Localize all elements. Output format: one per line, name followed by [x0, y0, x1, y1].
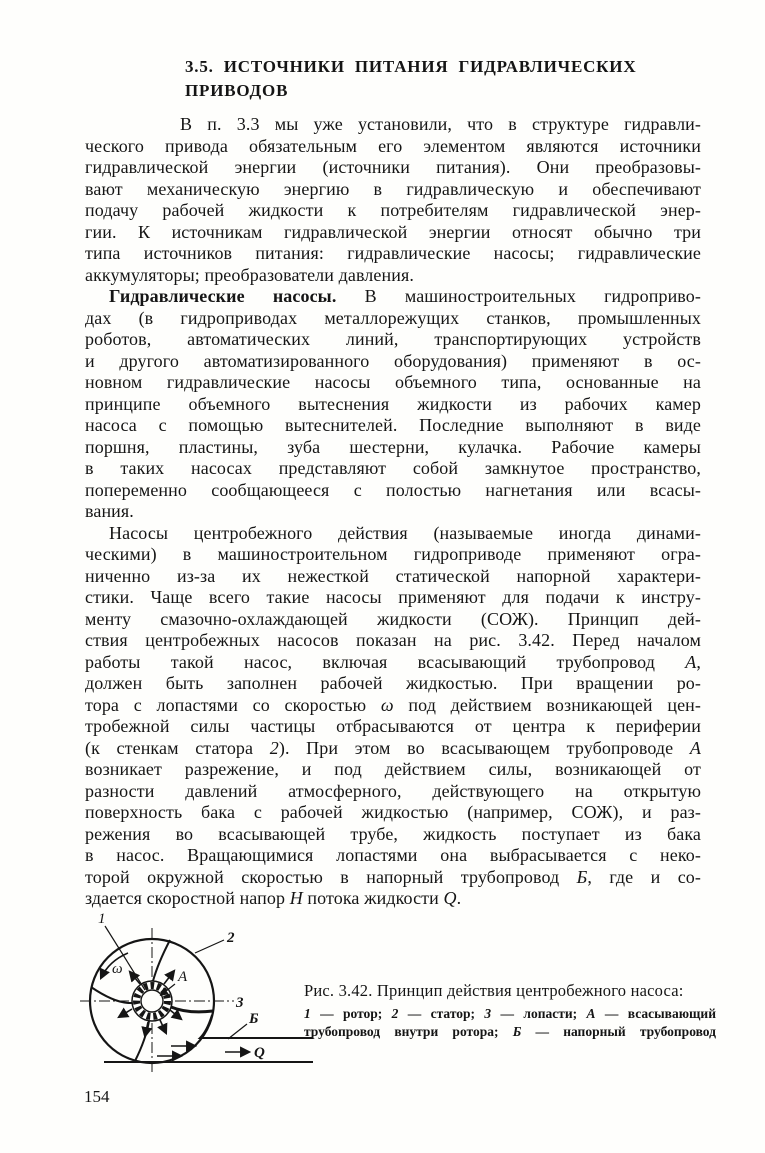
text-line: ческими) в машиностроительном гидроприводе применяют огра-	[85, 544, 701, 564]
paragraph	[85, 523, 701, 910]
text-line: торой окружной скоростью в напорный трубопровод Б, где и со-	[85, 866, 701, 887]
figure-label-stator: 2	[227, 930, 235, 946]
figure-caption-legend	[304, 1005, 716, 1041]
blade-icon	[171, 1007, 213, 1012]
text-line: должен быть заполнен рабочей жидкостью. При вращении ро-	[85, 673, 701, 693]
text-line: разности давлений атмосферного, действующего на открытую	[85, 780, 701, 801]
text-line: ческого привода обязательным его элементом являются источники	[85, 135, 701, 156]
radial-arrow-icon	[160, 1020, 166, 1033]
text-line: подачу рабочей жидкости к потребителям гидравлической энер-	[85, 200, 701, 220]
figure-caption-title: Рис. 3.42. Принцип действия центробежного насоса:	[304, 981, 684, 1000]
figure-caption-legend-line: 1 — ротор; 2 — статор; 3 — лопасти; А — всасывающий	[304, 1006, 716, 1021]
text-line: тробежной силы частицы отбрасываются от центра к периферии	[85, 716, 701, 736]
figure-centrifugal-pump-diagram	[78, 911, 315, 1091]
text-line: аккумуляторы; преобразователи давления.	[85, 264, 414, 285]
rotor-inner-icon	[141, 990, 163, 1012]
section-heading-line-1: 3.5. ИСТОЧНИКИ ПИТАНИЯ ГИДРАВЛИЧЕСКИХ	[185, 57, 637, 76]
text-line: и другого автоматизированного оборудования) применяют в ос-	[85, 350, 701, 371]
figure-label-rotor: 1	[98, 911, 106, 927]
leader-line-icon	[105, 926, 145, 990]
figure-caption	[304, 980, 716, 1041]
figure-label-inlet: А	[178, 969, 188, 985]
text-line: гидравлической энергии (источники питания). Они преобразовы-	[85, 157, 701, 177]
text-line: стики. Чаще всего такие насосы применяют для подачи к инстру-	[85, 587, 701, 607]
text-line: новном гидравлические насосы объемного типа, основанные на	[85, 372, 701, 392]
figure-caption-legend-line: трубопровод внутри ротора; Б — напорный трубопровод	[304, 1024, 716, 1039]
figure-label-omega: ω	[112, 961, 123, 977]
blade-icon	[153, 940, 170, 981]
text-line: режения во всасывающей трубе, жидкость поступает из бака	[85, 823, 701, 844]
text-line: попеременно сообщающееся с полостью нагнетания или всасы-	[85, 479, 701, 500]
text-line: ниченно из-за их нежесткой статической напорной характери-	[85, 565, 701, 586]
text-line: В п. 3.3 мы уже установили, что в структуре гидравли-	[180, 114, 701, 134]
text-line: насоса с помощью вытеснителей. Последние выполняют в виде	[85, 415, 701, 435]
figure-label-flow: Q	[254, 1045, 265, 1061]
text-line: принципе объемного вытеснения жидкости из рабочих камер	[85, 393, 701, 414]
text-line: ствия центробежных насосов показан на рис. 3.42. Перед началом	[85, 630, 701, 650]
paragraph	[85, 286, 701, 523]
text-line: тора с лопастями со скоростью ω под действием возникающей цен-	[85, 694, 701, 715]
text-line: работы такой насос, включая всасывающий трубопровод А,	[85, 651, 701, 672]
text-line: возникает разрежение, и под действием силы, возникающей от	[85, 759, 701, 779]
leader-line-icon	[228, 1024, 247, 1039]
text-line: здается скоростной напор Н потока жидкости Q.	[85, 888, 462, 908]
page-number: 154	[84, 1087, 110, 1106]
text-line: поверхность бака с рабочей жидкостью (например, СОЖ), и раз-	[85, 802, 701, 822]
figure-label-blades: 3	[236, 995, 244, 1011]
text-line: типа источников питания: гидравлические насосы; гидравлические	[85, 243, 701, 263]
section-heading-line-2: ПРИВОДОВ	[185, 81, 289, 100]
text-line: (к стенкам статора 2). При этом во всасывающем трубопроводе А	[85, 737, 701, 758]
radial-arrow-icon	[164, 971, 174, 984]
body-text	[85, 114, 701, 910]
text-line: менту смазочно-охлаждающей жидкости (СОЖ). Принцип дей-	[85, 608, 701, 629]
text-line: вания.	[85, 501, 134, 521]
text-line: гии. К источникам гидравлической энергии относят обычно три	[85, 221, 701, 242]
section-heading	[185, 55, 655, 103]
radial-arrow-icon	[119, 1009, 132, 1017]
text-line: Гидравлические насосы. В машиностроительных гидроприво-	[109, 286, 701, 306]
text-line: вают механическую энергию в гидравлическую и обеспечивают	[85, 178, 701, 199]
pump-diagram-svg	[78, 911, 315, 1091]
text-line: роботов, автоматических линий, транспортирующих устройств	[85, 329, 701, 349]
text-line: поршня, пластины, зуба шестерни, кулачка. Рабочие камеры	[85, 436, 701, 457]
text-line: дах (в гидроприводах металлорежущих станков, промышленных	[85, 307, 701, 328]
text-line: в насос. Вращающимися лопастями она выбрасывается с неко-	[85, 845, 701, 865]
paragraph	[85, 114, 701, 286]
text-line: в таких насосах представляют собой замкнутое пространство,	[85, 458, 701, 478]
figure-label-outlet: Б	[249, 1011, 259, 1027]
text-line: Насосы центробежного действия (называемые иногда динами-	[109, 522, 701, 543]
radial-arrow-icon	[170, 1010, 181, 1019]
leader-line-icon	[195, 940, 224, 953]
